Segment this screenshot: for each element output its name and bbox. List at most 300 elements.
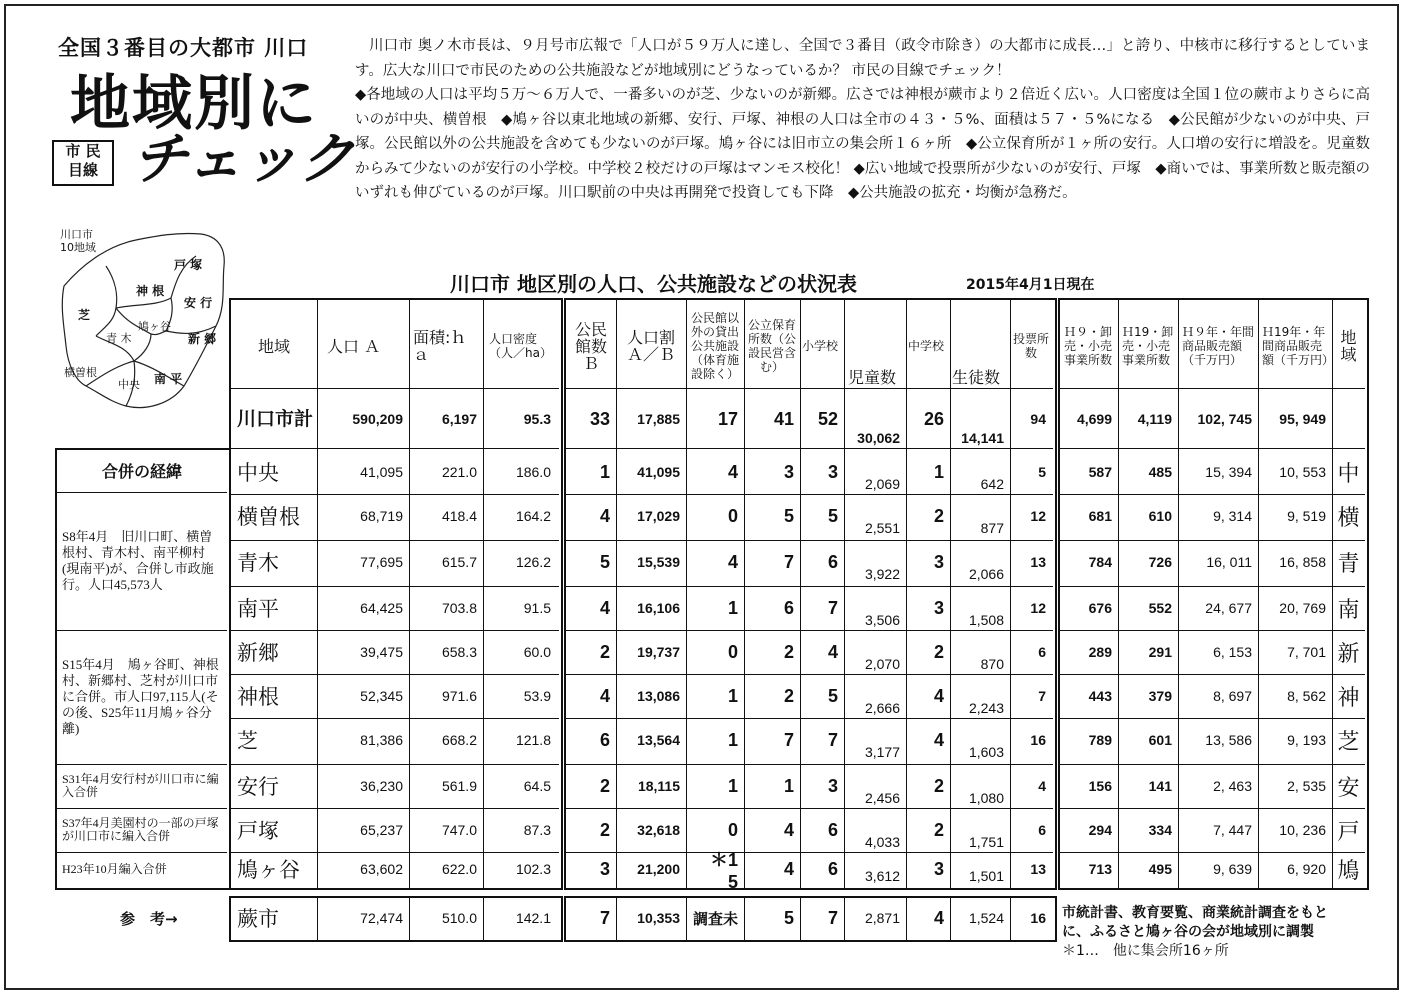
col-header-h19_biz: Ｈ19・卸売・小売事業所数 — [1122, 325, 1174, 367]
map-title-1: 川口市 — [60, 228, 93, 241]
total-area: 6,197 — [441, 411, 477, 427]
history-item: H23年10月編入合併 — [62, 861, 167, 876]
table-row-line — [231, 764, 559, 765]
ref-col-line — [1010, 898, 1011, 940]
row-h19_sales: 9, 519 — [1287, 508, 1326, 524]
row-nursery: 5 — [783, 505, 794, 526]
row-polling: 12 — [1030, 600, 1046, 616]
row-children: 3,922 — [864, 566, 900, 582]
row-kominkan: 4 — [599, 597, 610, 618]
ref-col-line — [906, 898, 907, 940]
row-area: 747.0 — [441, 822, 477, 838]
intro-paragraph-2: ◆各地域の人口は平均５万～６万人で、一番多いのが芝、少ないのが新郷。広さでは神根が蕨市より２倍近く広い。人口密度は全国１位の蕨市よりさらに高いのが中央、横曽根 ◆鳩ヶ谷以東北地域の新郷、安行、戸塚、神根の人口は全市の４３・５%、面積は５７・５%になる ◆公民館が少ないのが中央、戸塚。公民館以外の公共施設を含めても少ないのが戸塚。鳩ヶ谷には旧市立の集会所１６ヶ所 ◆公立保育所が１ヶ所の安行。人口増の安行に増設を。児童数からみて少ないのが安行の小学校。中学校２校だけの戸塚はマンモス校化！ ◆広い地域で投票所が少ないのが安行、戸塚 ◆商いでは、事業所数と販売額のいずれも伸びているのが戸塚。川口駅前の中央は再開発で投資しても下降 ◆公共施設の拡充・均衡が急務だ。 — [355, 87, 1370, 201]
table-row-line — [566, 630, 1053, 631]
row-students: 877 — [980, 520, 1004, 536]
source-note — [1062, 904, 1352, 961]
row-area: 703.8 — [441, 600, 477, 616]
row-ratio: 41,095 — [637, 464, 680, 480]
row-polling: 4 — [1038, 778, 1046, 794]
row-area: 622.0 — [441, 861, 477, 877]
table-row-line — [1060, 448, 1365, 449]
row-kominkan: 2 — [599, 641, 610, 662]
row-kominkan: 4 — [599, 685, 610, 706]
total-kominkan: 33 — [589, 408, 610, 429]
col-header-nursery: 公立保育所数（公設民営含む） — [747, 318, 796, 374]
row-elem: 6 — [827, 858, 838, 879]
row-pop: 68,719 — [360, 508, 403, 524]
row-name: 戸塚 — [237, 819, 279, 843]
row-name: 横曽根 — [237, 505, 300, 529]
row-junior: 3 — [933, 597, 944, 618]
row-junior: 2 — [933, 505, 944, 526]
col-header-students: 生徒数 — [952, 368, 1001, 387]
table-row-line — [566, 540, 1053, 541]
row-area: 971.6 — [441, 688, 477, 704]
row-ratio: 21,200 — [637, 861, 680, 877]
row-students: 1,751 — [968, 834, 1004, 850]
map-label-hatogaya: 鳩ヶ谷 — [138, 320, 171, 333]
col-header-polling: 投票所数 — [1012, 332, 1049, 360]
row-elem: 7 — [827, 597, 838, 618]
row-students: 1,080 — [968, 790, 1004, 806]
row-h19_biz: 485 — [1148, 464, 1172, 480]
row-polling: 13 — [1030, 861, 1046, 877]
row-h9_sales: 24, 677 — [1205, 600, 1252, 616]
row-h19_sales: 2, 535 — [1287, 778, 1326, 794]
row-other: 1 — [727, 685, 738, 706]
ref-polling: 16 — [1030, 910, 1046, 926]
row-kominkan: 4 — [599, 505, 610, 526]
total-name: 川口市計 — [237, 408, 314, 430]
source-note-line-2: ＊1… 他に集会所16ヶ所 — [1062, 943, 1229, 959]
col-header-pop: 人口 Ａ — [327, 336, 381, 356]
total-elem: 52 — [817, 408, 838, 429]
row-h9_sales: 9, 639 — [1213, 861, 1252, 877]
ref-col-line — [317, 898, 318, 940]
row-junior: 2 — [933, 819, 944, 840]
row-ratio: 15,539 — [637, 554, 680, 570]
col-header-density: 人口密度（人／ha） — [489, 332, 552, 360]
table-col-line — [1178, 300, 1179, 888]
row-tag: 鳩 — [1337, 858, 1360, 884]
row-h19_biz: 601 — [1148, 732, 1172, 748]
table-col-line — [686, 300, 687, 888]
row-h19_sales: 9, 193 — [1287, 732, 1326, 748]
row-kominkan: 2 — [599, 775, 610, 796]
citizen-view-badge — [52, 140, 114, 186]
row-density: 164.2 — [515, 508, 551, 524]
row-density: 60.0 — [523, 644, 551, 660]
row-junior: 4 — [933, 729, 944, 750]
row-other: 0 — [727, 819, 738, 840]
row-children: 2,069 — [864, 476, 900, 492]
table-row-line — [231, 630, 559, 631]
table-col-line — [1258, 300, 1259, 888]
col-header-other: 公民館以外の貸出公共施設（体育施設除く） — [690, 311, 739, 381]
map-label-yokozone: 横曽根 — [64, 366, 97, 379]
row-children: 2,456 — [864, 790, 900, 806]
row-h9_biz: 713 — [1088, 861, 1112, 877]
table-row-line — [231, 540, 559, 541]
row-pop: 41,095 — [360, 464, 403, 480]
table-row-line — [231, 388, 559, 389]
row-h19_biz: 291 — [1148, 644, 1172, 660]
row-polling: 13 — [1030, 554, 1046, 570]
row-pop: 39,475 — [360, 644, 403, 660]
row-tag: 南 — [1337, 597, 1360, 623]
row-h9_sales: 16, 011 — [1206, 554, 1252, 570]
table-col-line — [483, 300, 484, 888]
row-pop: 36,230 — [360, 778, 403, 794]
ref-pop: 72,474 — [360, 910, 403, 926]
row-other: 4 — [727, 461, 738, 482]
map-label-aoki: 青 木 — [106, 332, 132, 345]
table-col-line — [616, 300, 617, 888]
ref-col-line — [800, 898, 801, 940]
intro-text — [355, 34, 1370, 206]
row-nursery: 6 — [783, 597, 794, 618]
row-pop: 52,345 — [360, 688, 403, 704]
row-ratio: 19,737 — [637, 644, 680, 660]
row-name: 中央 — [237, 461, 279, 485]
total-density: 95.3 — [523, 411, 551, 427]
row-h9_biz: 784 — [1088, 554, 1112, 570]
row-name: 鳩ヶ谷 — [237, 858, 300, 882]
row-h19_sales: 7, 701 — [1287, 644, 1326, 660]
row-other: 1 — [727, 597, 738, 618]
history-item: S8年4月 旧川口町、横曽根村、青木村、南平柳村(現南平)が、合併し市政施行。人口45,573人 — [62, 529, 214, 592]
col-header-ratio: 人口割 Ａ／Ｂ — [626, 328, 675, 364]
row-h19_sales: 10, 236 — [1279, 822, 1326, 838]
table-row-line — [566, 674, 1053, 675]
table-row-line — [231, 674, 559, 675]
row-area: 668.2 — [441, 732, 477, 748]
row-h19_biz: 552 — [1148, 600, 1172, 616]
col-header-h9_biz: Ｈ９・卸売・小売事業所数 — [1064, 325, 1113, 367]
row-polling: 12 — [1030, 508, 1046, 524]
row-ratio: 16,106 — [637, 600, 680, 616]
table-col-line — [950, 300, 951, 888]
table-row-line — [566, 764, 1053, 765]
history-line — [57, 808, 227, 809]
row-density: 87.3 — [523, 822, 551, 838]
table-row-line — [231, 718, 559, 719]
table-row-line — [1060, 494, 1365, 495]
row-pop: 65,237 — [360, 822, 403, 838]
map-label-totsuka: 戸 塚 — [174, 258, 203, 272]
row-tag: 中 — [1337, 461, 1360, 487]
row-pop: 63,602 — [360, 861, 403, 877]
row-nursery: 2 — [783, 685, 794, 706]
row-name: 南平 — [237, 597, 279, 621]
row-junior: 2 — [933, 641, 944, 662]
ref-col-line — [483, 898, 484, 940]
ref-junior: 4 — [933, 907, 944, 928]
row-h19_sales: 6, 920 — [1287, 861, 1326, 877]
map-label-kamine: 神 根 — [136, 284, 165, 298]
row-elem: 6 — [827, 819, 838, 840]
row-children: 3,177 — [864, 744, 900, 760]
total-nursery: 41 — [773, 408, 794, 429]
table-row-line — [231, 852, 559, 853]
ref-col-line — [409, 898, 410, 940]
ref-density: 142.1 — [515, 910, 551, 926]
badge-line-2: 目線 — [67, 161, 98, 179]
row-ratio: 13,564 — [637, 732, 680, 748]
row-polling: 16 — [1030, 732, 1046, 748]
ref-children: 2,871 — [864, 910, 900, 926]
row-h19_sales: 8, 562 — [1287, 688, 1326, 704]
table-col-line — [1332, 300, 1333, 888]
ref-col-line — [950, 898, 951, 940]
row-ratio: 17,029 — [637, 508, 680, 524]
row-students: 642 — [980, 476, 1004, 492]
row-kominkan: 2 — [599, 819, 610, 840]
row-students: 1,508 — [968, 612, 1004, 628]
row-other: 0 — [727, 641, 738, 662]
total-other: 17 — [717, 408, 738, 429]
row-h9_sales: 6, 153 — [1213, 644, 1252, 660]
table-row-line — [1060, 852, 1365, 853]
row-area: 221.0 — [441, 464, 477, 480]
row-polling: 6 — [1038, 644, 1046, 660]
row-junior: 1 — [933, 461, 944, 482]
row-pop: 81,386 — [360, 732, 403, 748]
table-col-line — [844, 300, 845, 888]
table-row-line — [566, 808, 1053, 809]
history-item: S15年4月 鳩ヶ谷町、神根村、新郷村、芝村が川口市に合併。市人口97,115人(その後、S25年11月鳩ヶ谷分離) — [62, 657, 219, 736]
ref-kominkan: 7 — [599, 907, 610, 928]
total-children: 30,062 — [857, 430, 900, 446]
table-row-line — [566, 388, 1053, 389]
table-row-line — [566, 852, 1053, 853]
table-row-line — [1060, 808, 1365, 809]
row-h9_biz: 681 — [1088, 508, 1112, 524]
row-children: 2,070 — [864, 656, 900, 672]
row-area: 418.4 — [441, 508, 477, 524]
row-elem: 6 — [827, 551, 838, 572]
row-h19_biz: 334 — [1148, 822, 1172, 838]
row-tag: 芝 — [1337, 729, 1360, 755]
table-row-line — [1060, 630, 1365, 631]
table-row-line — [1060, 388, 1365, 389]
history-title: 合併の経緯 — [101, 461, 182, 481]
table-title: 川口市 地区別の人口、公共施設などの状況表 — [450, 272, 857, 296]
history-item: S37年4月美園村の一部の戸塚が川口市に編入合併 — [62, 816, 219, 843]
row-elem: 3 — [827, 775, 838, 796]
row-nursery: 7 — [783, 551, 794, 572]
table-col-line — [1010, 300, 1011, 888]
table-row-line — [1060, 540, 1365, 541]
row-area: 615.7 — [441, 554, 477, 570]
row-other: 1 — [727, 729, 738, 750]
row-ratio: 13,086 — [637, 688, 680, 704]
row-children: 3,612 — [864, 868, 900, 884]
table-row-line — [1060, 764, 1365, 765]
row-h19_biz: 379 — [1148, 688, 1172, 704]
ref-nursery: 5 — [783, 907, 794, 928]
table-row-line — [566, 448, 1053, 449]
row-pop: 64,425 — [360, 600, 403, 616]
table-row-line — [566, 718, 1053, 719]
row-kominkan: 3 — [599, 858, 610, 879]
history-line — [57, 630, 227, 631]
row-students: 1,603 — [968, 744, 1004, 760]
row-kominkan: 5 — [599, 551, 610, 572]
row-pop: 77,695 — [360, 554, 403, 570]
source-note-line-1: 市統計書、教育要覧、商業統計調査をもとに、ふるさと鳩ヶ谷の会が地域別に調製 — [1062, 905, 1328, 940]
row-h9_biz: 289 — [1088, 644, 1112, 660]
table-row-line — [566, 494, 1053, 495]
intro-paragraph-1: 川口市 奥ノ木市長は、９月号市広報で「人口が５９万人に達し、全国で３番目（政令市除き）の大都市に成長…」と誇り、中核市に移行するとしています。広大な川口で市民のための公共施設などが地域別にどうなっているか？ 市民の目線でチェック！ — [355, 38, 1370, 79]
region-map — [56, 226, 230, 422]
ref-ratio: 10,353 — [637, 910, 680, 926]
header-check-title: チェック — [132, 127, 355, 192]
row-h9_sales: 8, 697 — [1213, 688, 1252, 704]
row-children: 3,506 — [864, 612, 900, 628]
row-h9_biz: 676 — [1088, 600, 1112, 616]
row-nursery: 3 — [783, 461, 794, 482]
map-label-angyo: 安 行 — [184, 296, 213, 310]
row-tag: 横 — [1337, 505, 1360, 531]
col-header-region2: 地域 — [1340, 328, 1357, 364]
ref-elem: 7 — [827, 907, 838, 928]
ref-students: 1,524 — [968, 910, 1004, 926]
row-students: 870 — [980, 656, 1004, 672]
row-ratio: 18,115 — [637, 778, 680, 794]
header-subtitle: 全国３番目の大都市 川口 — [58, 36, 309, 60]
row-students: 2,066 — [968, 566, 1004, 582]
row-tag: 安 — [1337, 775, 1360, 801]
table-row-line — [566, 586, 1053, 587]
row-h9_biz: 294 — [1088, 822, 1112, 838]
row-elem: 5 — [827, 685, 838, 706]
row-h19_sales: 20, 769 — [1279, 600, 1326, 616]
total-pop: 590,209 — [352, 411, 403, 427]
row-density: 91.5 — [523, 600, 551, 616]
row-h9_sales: 7, 447 — [1213, 822, 1252, 838]
row-h9_sales: 15, 394 — [1205, 464, 1252, 480]
row-children: 4,033 — [864, 834, 900, 850]
row-h9_biz: 443 — [1088, 688, 1112, 704]
col-header-children: 児童数 — [848, 368, 897, 387]
row-kominkan: 1 — [599, 461, 610, 482]
row-students: 2,243 — [968, 700, 1004, 716]
map-label-shiba: 芝 — [78, 308, 91, 322]
row-name: 芝 — [237, 729, 258, 753]
row-area: 561.9 — [441, 778, 477, 794]
row-name: 新郷 — [237, 641, 279, 665]
table-col-line — [906, 300, 907, 888]
table-row-line — [1060, 718, 1365, 719]
ref-col-line — [686, 898, 687, 940]
row-polling: 7 — [1038, 688, 1046, 704]
map-label-shingo: 新 郷 — [188, 332, 217, 346]
row-junior: 3 — [933, 551, 944, 572]
table-col-line — [409, 300, 410, 888]
row-h9_sales: 2, 463 — [1213, 778, 1252, 794]
table-row-line — [1060, 586, 1365, 587]
row-name: 神根 — [237, 685, 279, 709]
table-col-line — [800, 300, 801, 888]
history-line — [57, 764, 227, 765]
row-tag: 新 — [1337, 641, 1360, 667]
table-col-line — [317, 300, 318, 888]
row-name: 青木 — [237, 551, 279, 575]
total-h19_biz: 4,119 — [1137, 411, 1172, 427]
row-other: ＊1 5 — [709, 849, 756, 892]
ref-name: 蕨市 — [237, 907, 279, 931]
row-elem: 7 — [827, 729, 838, 750]
row-h9_sales: 13, 586 — [1205, 732, 1252, 748]
row-children: 2,666 — [864, 700, 900, 716]
total-ratio: 17,885 — [637, 411, 680, 427]
row-tag: 青 — [1337, 551, 1360, 577]
row-junior: 2 — [933, 775, 944, 796]
row-h9_biz: 789 — [1088, 732, 1112, 748]
ref-other: 調査未 — [692, 910, 738, 928]
row-students: 1,501 — [968, 868, 1004, 884]
ref-area: 510.0 — [441, 910, 477, 926]
table-row-line — [231, 494, 559, 495]
map-label-chuo: 中央 — [118, 378, 140, 391]
ref-col-line — [744, 898, 745, 940]
row-density: 186.0 — [515, 464, 551, 480]
map-title-2: 10地域 — [60, 241, 96, 254]
table-row-line — [231, 586, 559, 587]
row-h19_biz: 726 — [1148, 554, 1172, 570]
col-header-junior: 中学校 — [908, 339, 945, 353]
row-nursery: 2 — [783, 641, 794, 662]
row-h19_sales: 16, 858 — [1279, 554, 1326, 570]
row-nursery: 7 — [783, 729, 794, 750]
row-h19_biz: 495 — [1148, 861, 1172, 877]
col-header-region: 地域 — [257, 336, 290, 356]
row-other: 1 — [727, 775, 738, 796]
total-h9_sales: 102, 745 — [1197, 411, 1252, 427]
total-junior: 26 — [923, 408, 944, 429]
col-header-h9_sales: Ｈ９年・年間商品販売額（千万円） — [1182, 325, 1255, 367]
total-polling: 94 — [1030, 411, 1046, 427]
row-density: 102.3 — [515, 861, 551, 877]
history-line — [57, 492, 227, 493]
row-h19_biz: 141 — [1148, 778, 1172, 794]
row-children: 2,551 — [864, 520, 900, 536]
history-item: S31年4月安行村が川口市に編入合併 — [62, 772, 219, 799]
col-header-area: 面積:ｈａ — [413, 328, 467, 364]
table-row-line — [1060, 674, 1365, 675]
ref-col-line — [616, 898, 617, 940]
ref-label: 参 考→ — [120, 909, 178, 928]
table-row-line — [231, 808, 559, 809]
row-other: 4 — [727, 551, 738, 572]
row-kominkan: 6 — [599, 729, 610, 750]
row-h9_sales: 9, 314 — [1213, 508, 1252, 524]
row-other: 0 — [727, 505, 738, 526]
row-tag: 戸 — [1337, 819, 1360, 845]
total-students: 14,141 — [961, 430, 1004, 446]
badge-line-1: 市 民 — [65, 142, 101, 160]
row-area: 658.3 — [441, 644, 477, 660]
row-name: 安行 — [237, 775, 279, 799]
row-h19_sales: 10, 553 — [1279, 464, 1326, 480]
table-date: 2015年4月1日現在 — [966, 277, 1095, 293]
row-h9_biz: 587 — [1088, 464, 1112, 480]
row-density: 64.5 — [523, 778, 551, 794]
row-h19_biz: 610 — [1148, 508, 1172, 524]
table-row-line — [231, 448, 559, 449]
row-junior: 4 — [933, 685, 944, 706]
